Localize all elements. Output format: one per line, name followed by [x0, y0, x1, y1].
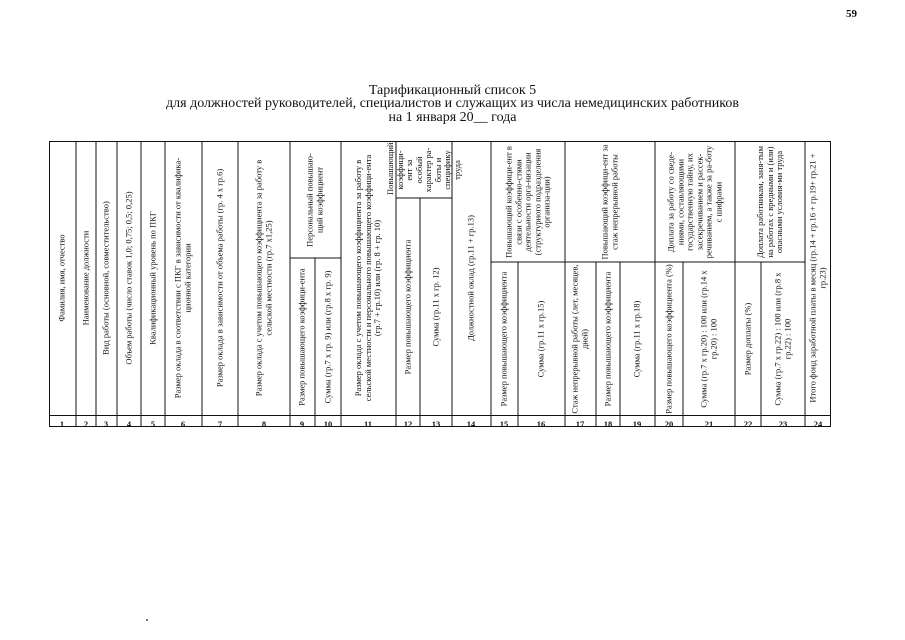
column-number: 15 [499, 419, 509, 429]
column-number: 17 [575, 419, 585, 429]
column-number: 2 [83, 419, 89, 429]
header-c17: Стаж непрерывной работы (лет, месяцев, дней) [569, 264, 589, 414]
header-c22: Размер доплаты (%) [742, 302, 753, 376]
header-group-9-10: Персональный повышаю-щий коэффициент [304, 153, 324, 247]
header-c9: Размер повышающего коэффици-ента [296, 268, 307, 406]
column-number: 7 [217, 419, 223, 429]
header-c1: Фамилия, имя, отчество [56, 234, 67, 322]
header-c4: Объем работы (число ставок 1,0; 0,75; 0,5; 0,25) [123, 191, 134, 365]
column-number: 3 [103, 419, 109, 429]
column-number: 16 [536, 419, 546, 429]
column-number: 4 [126, 419, 132, 429]
page-number: 59 [846, 8, 857, 20]
column-number: 18 [603, 419, 613, 429]
header-group-17-19: Повышающий коэффици-ент за стаж непрерывной работы [599, 144, 619, 260]
column-number: 9 [299, 419, 305, 429]
column-number: 1 [59, 419, 65, 429]
column-number: 14 [466, 419, 476, 429]
header-c12: Размер повышающего коэффициента [402, 239, 413, 375]
header-group-12-13: Повышающий коэффици-ент за особый характер ра-боты и специфику труда [385, 142, 462, 195]
column-number: 13 [431, 419, 441, 429]
header-c18: Размер повышающего коэффициента [602, 271, 613, 407]
header-c6: Размер оклада в соответствии с ПКГ в зависимости от квалифика-ционной категории [172, 157, 192, 399]
header-c2: Наименование должности [80, 230, 91, 326]
header-c3: Вид работы (основной, совместительство) [100, 201, 111, 355]
header-c23: Сумма (гр.7 x гр.22) : 100 или (гр.8 x гр.22) : 100 [772, 272, 792, 406]
column-number: 12 [403, 419, 413, 429]
column-number: 5 [150, 419, 156, 429]
header-group-22-23: Доплата работникам, заня-тым на работах с вредными и (или) опасными условия-ми труда [754, 145, 784, 259]
document-date-line: на 1 января 20__ года [388, 110, 517, 125]
header-c19: Сумма (гр.11 x гр.18) [631, 300, 642, 378]
header-c15: Размер повышающего коэффициента [498, 271, 509, 407]
column-number: 8 [261, 419, 267, 429]
header-c11: Размер оклада с учетом повышающего коэффициента за работу в сельской местности и персонального повышающего коэффици-ента (гр.7 + гр.10) или (гр. 8 + гр. 10) [352, 154, 382, 402]
column-number: 11 [363, 419, 373, 429]
header-c7: Размер оклада в зависимости от объема работы (гр. 4 x гр.6) [214, 168, 225, 388]
column-number: 10 [323, 419, 333, 429]
scan-speck [146, 619, 148, 621]
header-c16: Сумма (гр.11 x гр.15) [535, 300, 546, 378]
column-number: 22 [743, 419, 753, 429]
header-c8: Размер оклада с учетом повышающего коэффициента за работу в сельской местности (гр.7 x1,25) [253, 159, 273, 397]
document-title: Тарификационный список 5 [368, 83, 537, 98]
column-number: 19 [632, 419, 642, 429]
header-group-20-21: Доплата за работу со сведе-ниями, составляющими государственную тайну, их засекречиванием и рассек-речиванием, а также за ра-боту с шифрами [665, 145, 723, 259]
column-number: 21 [704, 419, 714, 429]
header-c5: Квалификационный уровень по ПКГ [147, 211, 158, 345]
column-number: 6 [180, 419, 186, 429]
document-subtitle: для должностей руководителей, специалистов и служащих из числа немедицинских работников [166, 96, 739, 111]
header-c14: Должностной оклад (гр.11 + гр.13) [465, 215, 476, 341]
header-c13: Сумма (гр.11 x гр. 12) [430, 267, 441, 347]
header-c24: Итого фонд заработной платы в месяц (гр.14 + гр.16 + гр.19+ гр.21 + гр.23) [807, 153, 827, 403]
header-c21: Сумма (гр.7 x гр.20) : 100 или (гр.14 x гр.20) : 100 [698, 270, 718, 408]
column-number: 24 [813, 419, 823, 429]
column-number: 23 [778, 419, 788, 429]
header-c10: Сумма (гр.7 x гр. 9) или (гр.8 x гр. 9) [322, 270, 333, 404]
header-c20: Размер повышающего коэффициента (%) [663, 264, 674, 414]
header-group-15-16: Повышающий коэффици-ент в связи с особенно-стями деятельности орга-низации (структурного подразделения организа-ции) [503, 146, 552, 258]
column-number: 20 [664, 419, 674, 429]
